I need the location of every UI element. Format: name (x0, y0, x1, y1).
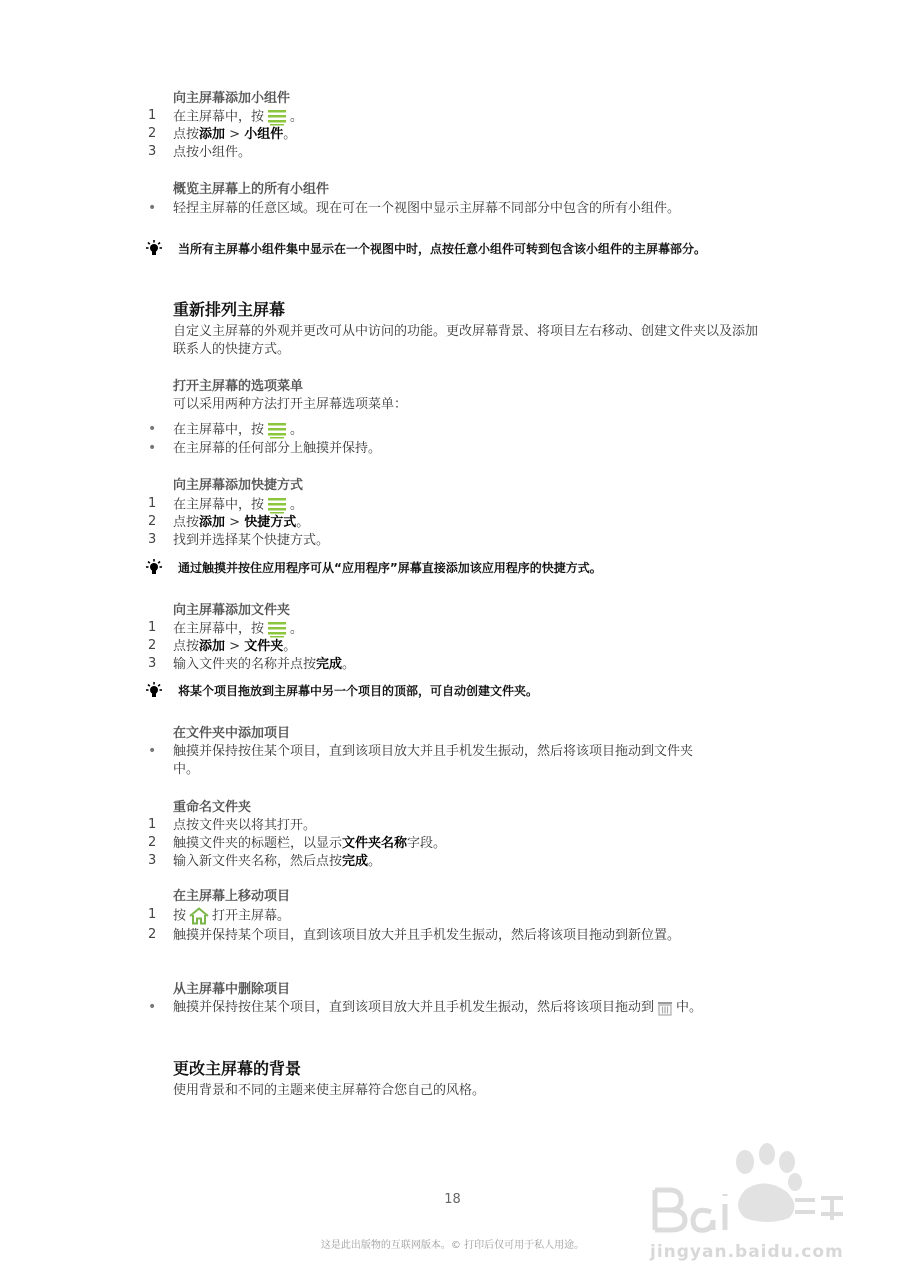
step-row (0, 514, 905, 533)
step-text: 找到并选择某个快捷方式。 (173, 533, 330, 548)
footer-note: 这是此出版物的互联网版本。© 打印后仅可用于私人用途。 (320, 1240, 585, 1251)
step-row (0, 638, 905, 657)
bullet-text: 触摸并保持按住某个项目，直到该项目放大并且手机发生振动，然后将该项目拖动到文件夹中。 (173, 744, 694, 777)
step-row (0, 853, 905, 872)
step-row (0, 817, 905, 836)
bullet-row (0, 743, 905, 781)
step-text: 点按文件夹以将其打开。 (173, 818, 317, 833)
bullet-row (0, 999, 905, 1037)
step-number: 3 (148, 853, 157, 868)
rearrange-paragraph: 自定义主屏幕的外观并更改可从中访问的功能。更改屏幕背景、将项目左右移动、创建文件夹以及添加联系人的快捷方式。 (173, 324, 759, 357)
step-text: 点按小组件。 (173, 145, 252, 160)
step-number: 1 (148, 620, 157, 635)
home-icon (188, 907, 210, 925)
step-text: 输入新文件夹名称，然后点按完成。 (173, 854, 382, 869)
bullet-mark: • (148, 421, 157, 437)
step-row (0, 126, 905, 145)
bullet-mark: • (148, 999, 157, 1015)
step-text: 在主屏幕中，按 。 (173, 109, 304, 125)
watermark-text: jingyan.baidu.com (650, 1242, 844, 1262)
tip-text: 当所有主屏幕小组件集中显示在一个视图中时，点按任意小组件可转到包含该小组件的主屏幕部分。 (178, 242, 707, 256)
step-number: 3 (148, 656, 157, 671)
bullet-row (0, 421, 905, 440)
heading-options-menu: 打开主屏幕的选项菜单 (173, 379, 304, 394)
step-row (0, 835, 905, 854)
step-number: 2 (148, 927, 157, 942)
heading-add-item-folder: 在文件夹中添加项目 (173, 726, 291, 741)
tip-text: 通过触摸并按住应用程序可从“应用程序”屏幕直接添加该应用程序的快捷方式。 (178, 561, 602, 575)
trash-icon (656, 1000, 674, 1016)
bullet-text: 触摸并保持按住某个项目，直到该项目放大并且手机发生振动，然后将该项目拖动到 中。 (173, 1000, 703, 1015)
heading-add-shortcut: 向主屏幕添加快捷方式 (173, 478, 304, 493)
step-row (0, 620, 905, 639)
bullet-row (0, 440, 905, 459)
step-text: 触摸并保持某个项目，直到该项目放大并且手机发生振动，然后将该项目拖动到新位置。 (173, 928, 681, 943)
step-number: 2 (148, 514, 157, 529)
menu-icon (266, 496, 288, 514)
menu-icon (266, 108, 288, 126)
step-number: 1 (148, 496, 157, 511)
background-paragraph: 使用背景和不同的主题来使主屏幕符合您自己的风格。 (173, 1083, 486, 1098)
step-row (0, 927, 905, 965)
step-row (0, 907, 905, 926)
step-row (0, 496, 905, 515)
step-number: 3 (148, 144, 157, 159)
step-text: 在主屏幕中，按 。 (173, 497, 304, 513)
step-number: 2 (148, 126, 157, 141)
options-intro: 可以采用两种方法打开主屏幕选项菜单： (173, 397, 408, 412)
heading-rename-folder: 重命名文件夹 (173, 800, 252, 815)
heading-delete-item: 从主屏幕中删除项目 (173, 982, 291, 997)
step-row (0, 532, 905, 551)
step-row (0, 656, 905, 675)
step-number: 1 (148, 817, 157, 832)
heading-change-background: 更改主屏幕的背景 (173, 1059, 302, 1078)
bullet-text: 轻捏主屏幕的任意区域。现在可在一个视图中显示主屏幕不同部分中包含的所有小组件。 (173, 201, 681, 216)
step-number: 2 (148, 638, 157, 653)
step-number: 1 (148, 108, 157, 123)
bullet-text: 在主屏幕的任何部分上触摸并保持。 (173, 441, 382, 456)
menu-icon (266, 620, 288, 638)
step-text: 点按添加 > 小组件。 (173, 127, 297, 142)
menu-icon (266, 421, 288, 439)
page-number: 18 (444, 1192, 461, 1207)
heading-move-item: 在主屏幕上移动项目 (173, 889, 291, 904)
step-number: 1 (148, 907, 157, 922)
step-row (0, 144, 905, 163)
heading-add-folder: 向主屏幕添加文件夹 (173, 603, 291, 618)
bullet-mark: • (148, 440, 157, 456)
step-text: 点按添加 > 文件夹。 (173, 639, 297, 654)
step-text: 按 打开主屏幕。 (173, 908, 291, 924)
step-text: 在主屏幕中，按 。 (173, 621, 304, 637)
tip-text: 将某个项目拖放到主屏幕中另一个项目的顶部，可自动创建文件夹。 (178, 684, 539, 698)
lightbulb-icon (145, 240, 163, 258)
bullet-row (0, 200, 905, 238)
bullet-text: 在主屏幕中，按 。 (173, 422, 304, 438)
heading-overview: 概览主屏幕上的所有小组件 (173, 182, 330, 197)
heading-rearrange: 重新排列主屏幕 (173, 300, 286, 319)
lightbulb-icon (145, 682, 163, 700)
heading-add-widget: 向主屏幕添加小组件 (173, 91, 291, 106)
step-number: 3 (148, 532, 157, 547)
step-text: 触摸文件夹的标题栏，以显示文件夹名称字段。 (173, 836, 447, 851)
bullet-mark: • (148, 200, 157, 216)
step-number: 2 (148, 835, 157, 850)
lightbulb-icon (145, 559, 163, 577)
bullet-mark: • (148, 743, 157, 759)
step-text: 点按添加 > 快捷方式。 (173, 515, 310, 530)
step-row (0, 108, 905, 127)
step-text: 输入文件夹的名称并点按完成。 (173, 657, 356, 672)
